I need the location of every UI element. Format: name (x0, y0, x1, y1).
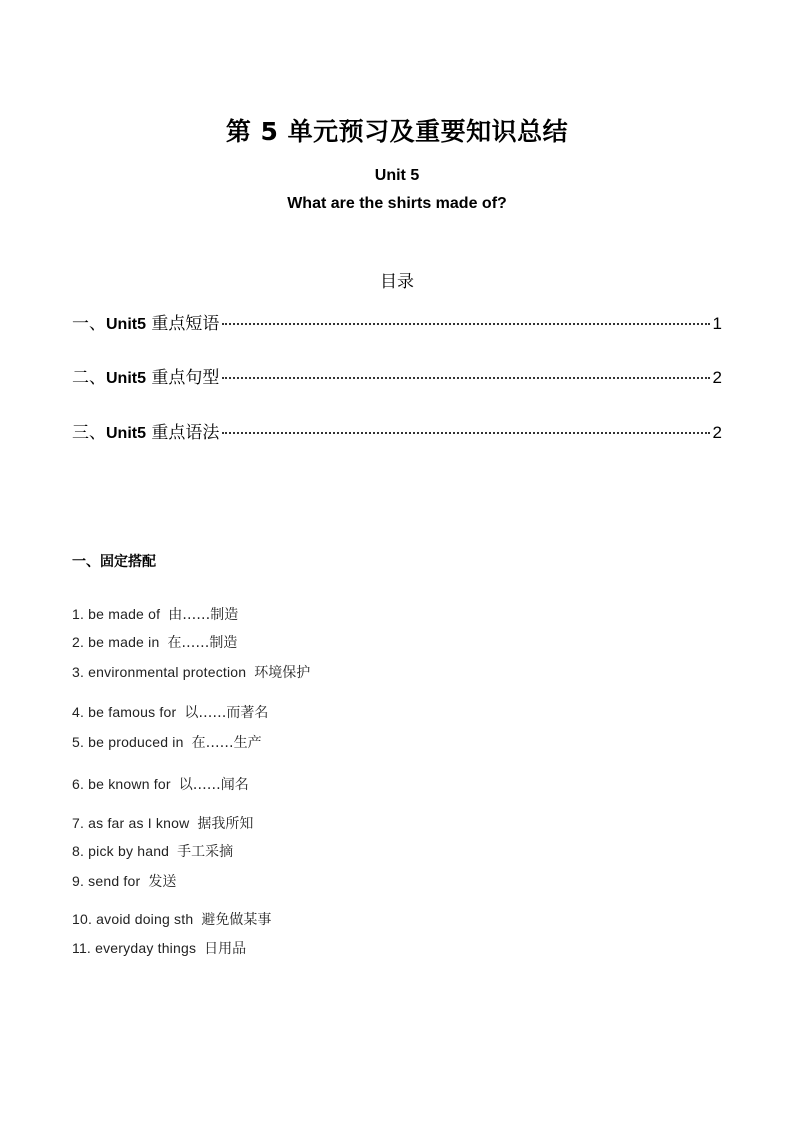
list-item: 5. be produced in 在……生产 (72, 734, 262, 751)
toc-entry[interactable] (72, 309, 722, 333)
list-item: 2. be made in 在……制造 (72, 634, 238, 651)
toc-leader-dots (222, 323, 709, 325)
list-item: 3. environmental protection 环境保护 (72, 664, 311, 681)
toc-page-number: 1 (712, 314, 722, 333)
toc-heading: 目录 (380, 272, 414, 292)
list-item: 1. be made of 由……制造 (72, 606, 239, 623)
list-item: 4. be famous for 以……而著名 (72, 704, 269, 721)
page-title: 第 5 单元预习及重要知识总结 (225, 117, 569, 146)
toc-entry[interactable] (72, 363, 722, 387)
unit-label: Unit 5 (374, 167, 420, 184)
toc-entry[interactable] (72, 418, 722, 442)
list-item: 8. pick by hand 手工采摘 (72, 843, 234, 860)
toc-entry-label: 三、Unit5 重点语法 (72, 423, 220, 443)
toc-leader-dots (222, 432, 709, 434)
unit-question: What are the shirts made of? (287, 195, 507, 212)
list-item: 7. as far as I know 据我所知 (72, 815, 254, 832)
list-item: 10. avoid doing sth 避免做某事 (72, 911, 272, 928)
toc-entry-label: 二、Unit5 重点句型 (72, 368, 220, 388)
list-item: 6. be known for 以……闻名 (72, 776, 249, 793)
toc-page-number: 2 (712, 368, 722, 387)
toc-entry-label: 一、Unit5 重点短语 (72, 314, 220, 334)
toc-page-number: 2 (712, 423, 722, 442)
toc-leader-dots (222, 377, 709, 379)
list-item: 9. send for 发送 (72, 873, 177, 890)
section-heading: 一、固定搭配 (72, 554, 156, 570)
list-item: 11. everyday things 日用品 (72, 940, 247, 957)
